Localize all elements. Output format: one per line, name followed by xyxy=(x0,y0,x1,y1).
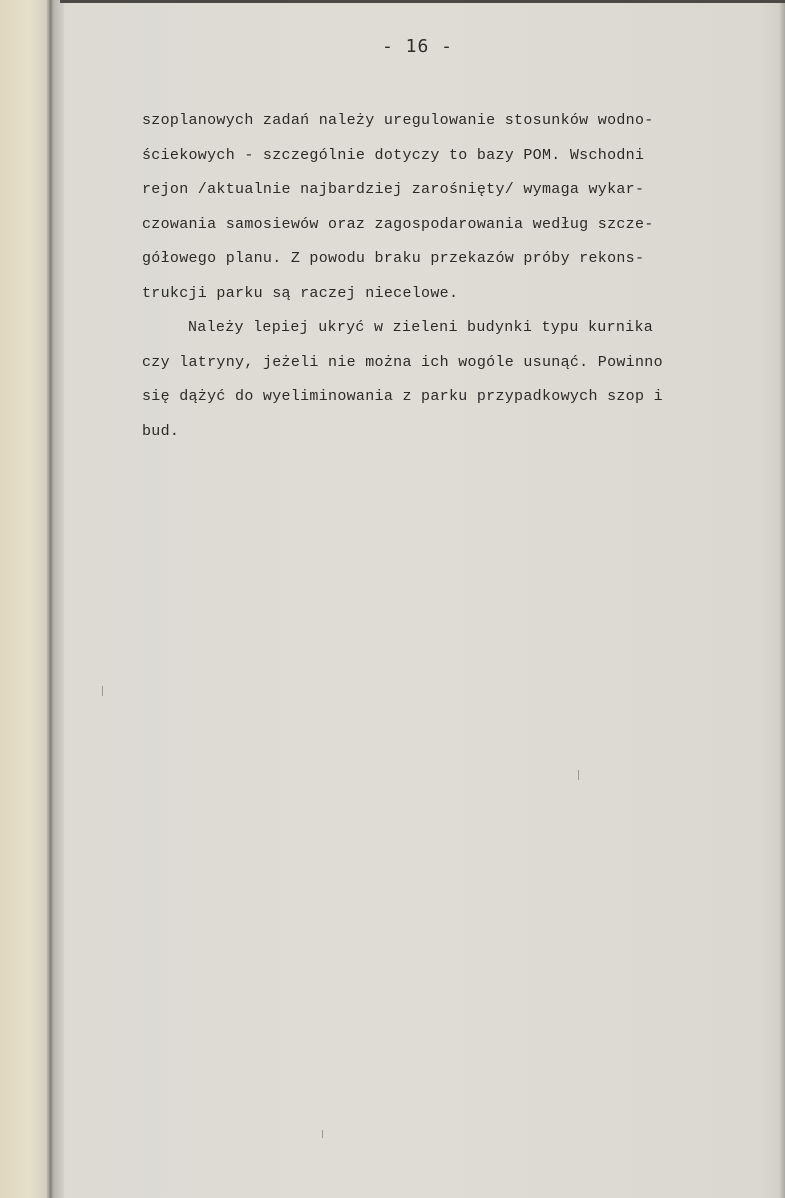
page-top-border xyxy=(60,0,785,3)
text-line: trukcji parku są raczej niecelowe. xyxy=(142,284,459,302)
document-body xyxy=(142,104,742,449)
text-line: szoplanowych zadań należy uregulowanie stosunków wodno- xyxy=(142,112,654,129)
adjacent-page-edge xyxy=(0,0,50,1198)
text-line: Należy lepiej ukryć w zieleni budynki typu kurnika xyxy=(188,319,654,336)
text-line: bud. xyxy=(142,422,180,440)
paragraph-2 xyxy=(142,311,742,449)
page-right-shadow xyxy=(779,0,785,1198)
text-line: czy latryny, jeżeli nie można ich wogóle usunąć. Powinno xyxy=(142,353,663,371)
page-binding-shadow xyxy=(50,0,64,1198)
text-line: ściekowych - szczególnie dotyczy to bazy POM. Wschodni xyxy=(142,146,645,164)
page-number: - 16 - xyxy=(382,36,454,57)
paragraph-1 xyxy=(142,104,742,311)
paper-speck xyxy=(102,686,103,696)
paper-speck xyxy=(322,1130,323,1138)
text-line: gółowego planu. Z powodu braku przekazów próby rekons- xyxy=(142,250,645,267)
paper-speck xyxy=(578,770,579,780)
text-line: rejon /aktualnie najbardziej zarośnięty/ wymaga wykar- xyxy=(142,181,645,198)
text-line: czowania samosiewów oraz zagospodarowania według szcze- xyxy=(142,215,654,233)
text-line: się dążyć do wyeliminowania z parku przypadkowych szop i xyxy=(142,388,663,405)
